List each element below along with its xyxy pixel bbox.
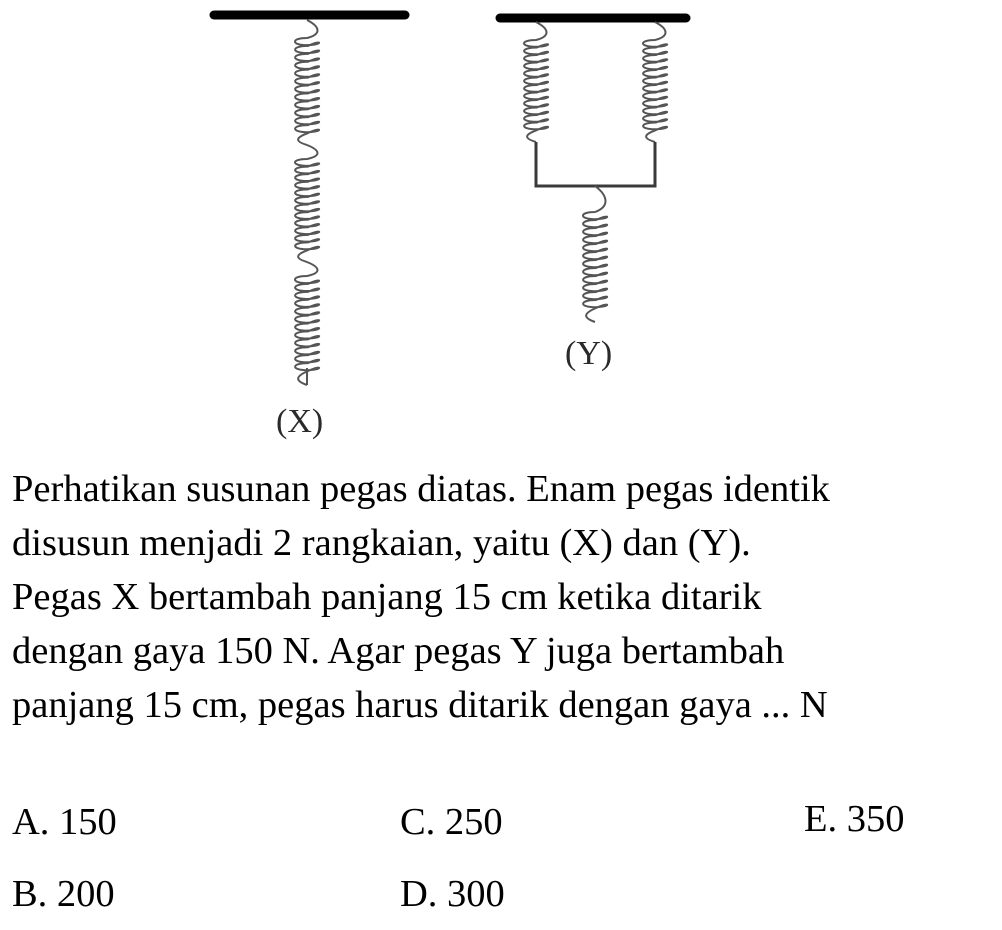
option-d[interactable]: D. 300 [400, 873, 505, 915]
spring-y2-coil [643, 22, 667, 142]
spring-y3-coil [583, 186, 607, 322]
question-line-5: panjang 15 cm, pegas harus ditarik dengan gaya ... N [12, 684, 828, 726]
spring-x3 [295, 262, 319, 385]
option-b[interactable]: B. 200 [12, 873, 115, 915]
question-line-2: disusun menjadi 2 rangkaian, yaitu (X) dan (Y). [12, 522, 751, 564]
connector-bar-y [536, 142, 655, 186]
spring-x2 [295, 145, 319, 262]
question-line-1: Perhatikan susunan pegas diatas. Enam pegas identik [12, 468, 830, 510]
spring-x3-coil [295, 262, 319, 385]
circuit-y [500, 18, 686, 372]
spring-x1 [295, 20, 319, 145]
circuit-x [214, 15, 405, 440]
spring-x2-coil [295, 145, 319, 262]
question-line-4: dengan gaya 150 N. Agar pegas Y juga bertambah [12, 630, 785, 672]
spring-y3 [583, 186, 607, 322]
spring-y1 [524, 22, 548, 142]
option-a[interactable]: A. 150 [12, 801, 117, 843]
label-x: (X) [276, 403, 324, 440]
option-e[interactable]: E. 350 [804, 798, 905, 840]
spring-y2 [643, 22, 667, 142]
spring-arrangement-figure [0, 0, 1002, 450]
option-c[interactable]: C. 250 [400, 801, 503, 843]
spring-x1-coil [295, 20, 319, 145]
question-text [12, 462, 997, 732]
spring-y1-coil [524, 22, 548, 142]
question-line-3: Pegas X bertambah panjang 15 cm ketika ditarik [12, 576, 762, 618]
label-y: (Y) [565, 335, 613, 372]
